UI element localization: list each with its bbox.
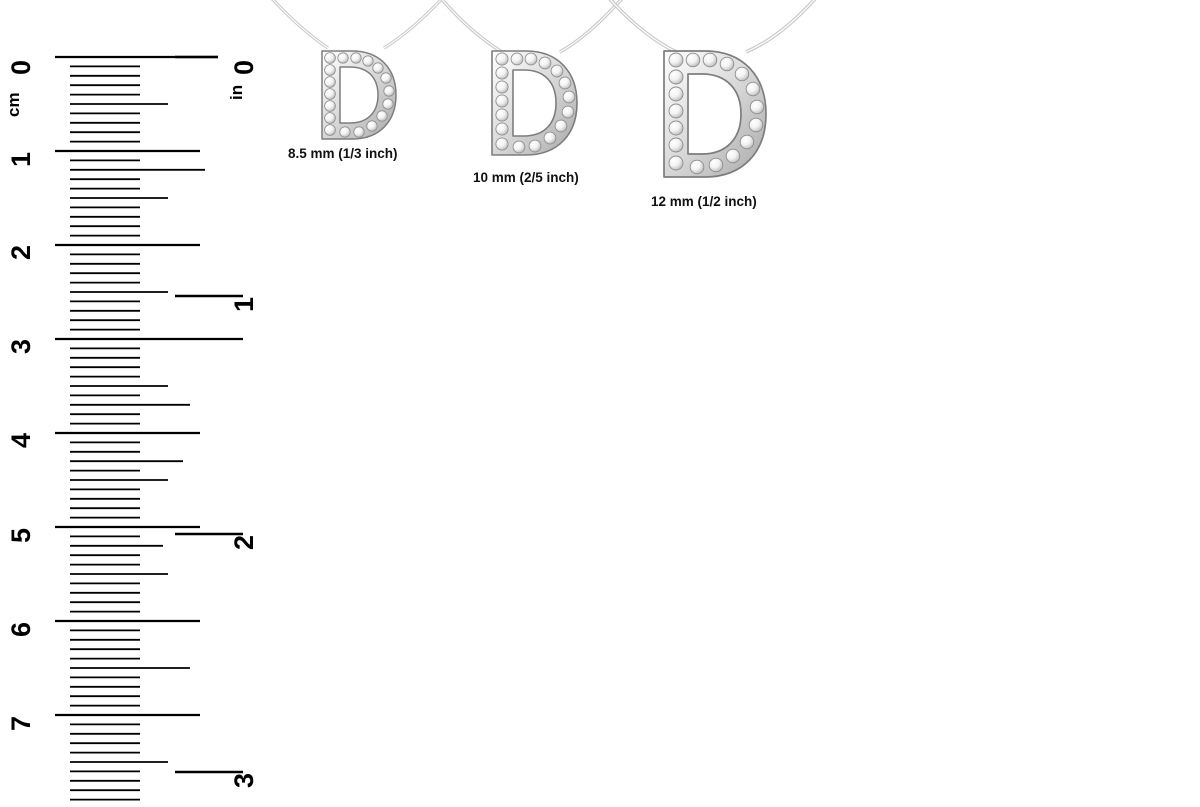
ruler-in-unit-label: in [227,84,246,100]
letter-d-small [322,51,396,139]
pendant-large-caption: 12 mm (1/2 inch) [651,194,757,209]
chain-left [264,0,328,48]
chain-left [602,0,676,52]
ruler-ticks [0,0,280,807]
ruler-in-label-3: 3 [229,772,259,788]
letter-d-medium [492,51,577,155]
ruler-cm-label-0: 0 [6,59,36,75]
ruler-in-label-0: 0 [229,59,259,75]
ruler [0,0,280,807]
pendant-small [262,0,452,160]
chain-left [434,0,502,52]
ruler-cm-label-3: 3 [6,338,36,354]
ruler-cm-label-1: 1 [6,151,36,167]
pendant-small-graphic [262,0,452,160]
ruler-cm-label-5: 5 [6,527,36,543]
pendant-medium-caption: 10 mm (2/5 inch) [473,170,579,185]
pendant-small-caption: 8.5 mm (1/3 inch) [288,146,398,161]
pendant-large-graphic [600,0,825,200]
ruler-in-label-1: 1 [229,296,259,312]
ruler-cm-label-4: 4 [6,432,36,448]
chain-right [746,0,823,52]
ruler-cm-unit-label: cm [4,92,23,117]
ruler-cm-label-7: 7 [6,715,36,731]
letter-d-large [664,51,766,177]
pendant-large [600,0,825,200]
ruler-cm-label-2: 2 [6,244,36,260]
ruler-in-label-2: 2 [229,534,259,550]
ruler-cm-label-6: 6 [6,621,36,637]
